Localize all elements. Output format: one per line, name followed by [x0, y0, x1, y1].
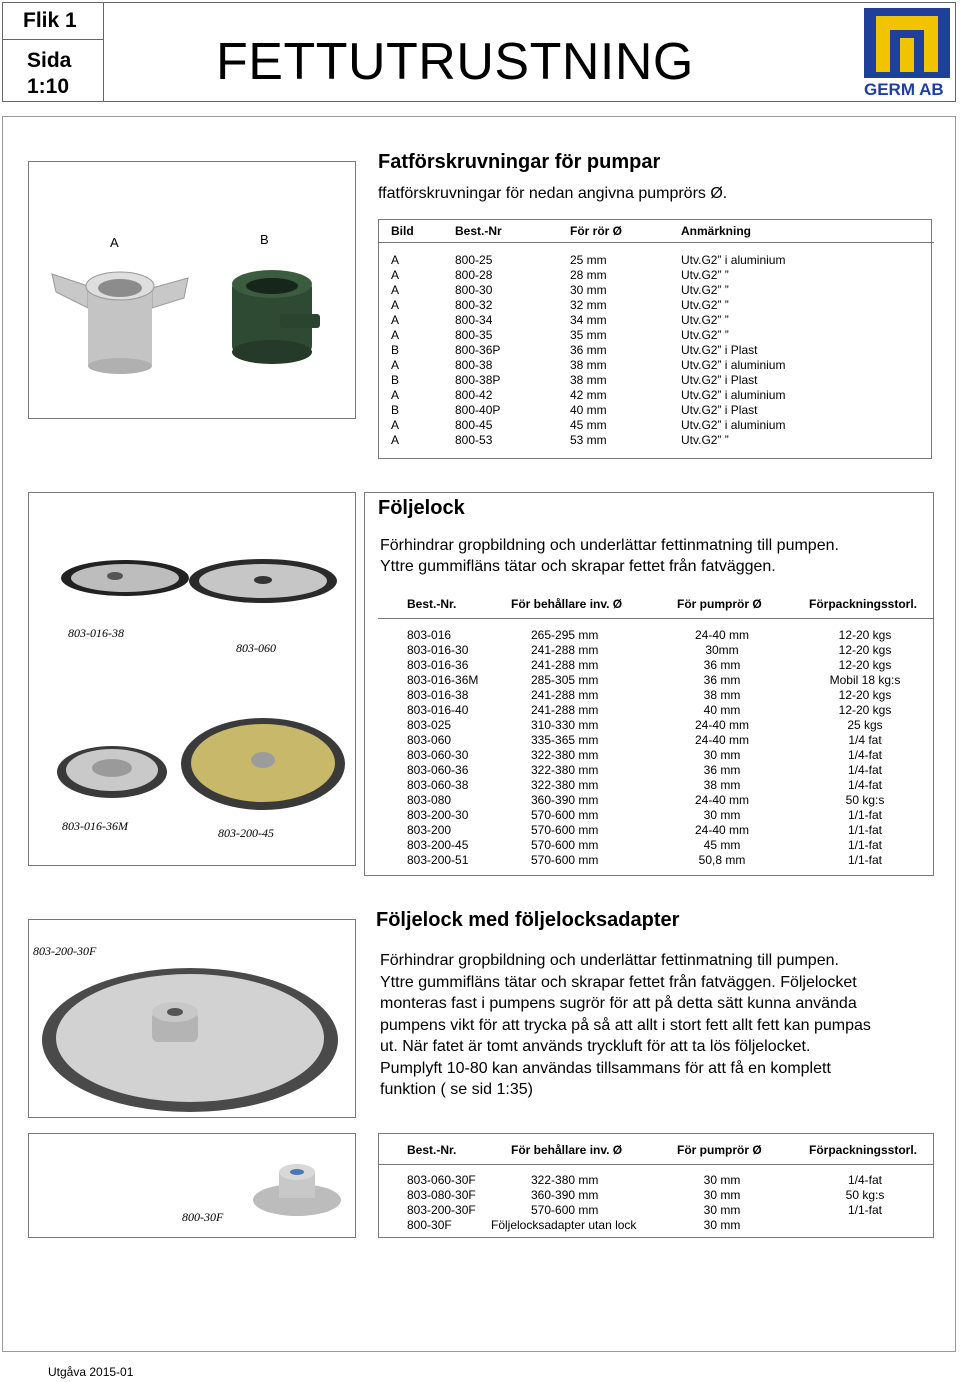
- table-cell: 36 mm: [570, 343, 607, 357]
- img-label-803-016-38: 803-016-38: [68, 626, 124, 640]
- table-cell: 803-060-36: [407, 763, 469, 777]
- table-cell: Utv.G2” ”: [681, 313, 729, 327]
- table-cell: 1/4-fat: [847, 763, 883, 777]
- table-cell: 1/1-fat: [847, 853, 883, 867]
- table-cell: 50,8 mm: [698, 853, 746, 867]
- table-cell: Utv.G2” i aluminium: [681, 358, 786, 372]
- table-cell: Utv.G2” i Plast: [681, 403, 758, 417]
- table-cell: 803-060-30: [407, 748, 469, 762]
- table-cell: 30 mm: [703, 748, 741, 762]
- section2-table-header-rule: [378, 618, 934, 619]
- table-cell: A: [391, 253, 400, 267]
- table-cell: 12-20 kgs: [838, 628, 892, 642]
- sida-label: Sida: [27, 49, 72, 72]
- table-cell: 38 mm: [570, 373, 607, 387]
- table-cell: 800-40P: [455, 403, 501, 417]
- table-cell: Utv.G2” ”: [681, 433, 729, 447]
- table-cell: 1/1-fat: [847, 823, 883, 837]
- table-cell: 803-200-45: [407, 838, 469, 852]
- section2-title: Följelock: [378, 497, 465, 519]
- table-cell: 25 mm: [570, 253, 607, 267]
- table-cell: B: [391, 403, 400, 417]
- table-cell: 803-080-30F: [407, 1188, 476, 1202]
- table-cell: 322-380 mm: [531, 778, 599, 792]
- table-cell: 360-390 mm: [531, 793, 599, 807]
- header-behallare: För behållare inv. Ø: [511, 1143, 623, 1157]
- table-cell: 40 mm: [703, 703, 741, 717]
- description-line: monteras fast i pumpens sugrör för att på detta sätt kunna använda: [380, 995, 857, 1012]
- table-cell: A: [391, 328, 400, 342]
- table-cell: 570-600 mm: [531, 1203, 599, 1217]
- header-bestnr: Best.-Nr.: [407, 1143, 457, 1157]
- description-line: funktion ( se sid 1:35): [380, 1081, 533, 1098]
- description-line: ut. När fatet är tomt används tryckluft för att ta lös följelocket.: [380, 1038, 811, 1055]
- header-pumpror: För pumprör Ø: [677, 597, 762, 611]
- image-label-b: B: [260, 232, 269, 247]
- header-tab-box: [2, 2, 104, 102]
- table-cell: Utv.G2” i aluminium: [681, 253, 786, 267]
- table-cell: Utv.G2” i Plast: [681, 373, 758, 387]
- header-pumpror: För pumprör Ø: [677, 1143, 762, 1157]
- table-cell: 570-600 mm: [531, 853, 599, 867]
- img-label-800-30f: 800-30F: [182, 1210, 224, 1224]
- section2-desc1: Förhindrar gropbildning och underlättar fettinmatning till pumpen.: [380, 537, 839, 554]
- description-line: Förhindrar gropbildning och underlättar fettinmatning till pumpen.: [380, 952, 839, 969]
- table-cell: 1/4-fat: [847, 778, 883, 792]
- header-bestnr: Best.-Nr.: [407, 597, 457, 611]
- table-cell: Utv.G2” ”: [681, 268, 729, 282]
- followplate-adapter-image: [40, 960, 346, 1114]
- table-cell: 28 mm: [570, 268, 607, 282]
- table-cell: A: [391, 283, 400, 297]
- table-cell: 800-42: [455, 388, 493, 402]
- table-cell: 1/4-fat: [847, 1173, 883, 1187]
- table-cell: 570-600 mm: [531, 838, 599, 852]
- table-cell: 24-40 mm: [694, 823, 750, 837]
- table-cell: A: [391, 298, 400, 312]
- plastic-nut-image: [220, 262, 324, 366]
- logo-text: GERM AB: [864, 80, 944, 99]
- table-cell: 30 mm: [703, 808, 741, 822]
- header-for-ror: För rör Ø: [570, 224, 623, 238]
- table-cell: 803-200: [407, 823, 452, 837]
- table-cell: 800-30: [455, 283, 493, 297]
- image-label-a: A: [110, 235, 119, 250]
- table-cell: 803-060-38: [407, 778, 469, 792]
- table-cell: 50 kg:s: [845, 793, 885, 807]
- table-cell: 30 mm: [703, 1173, 741, 1187]
- followplate-small-image: [60, 558, 190, 598]
- section3-title: Följelock med följelocksadapter: [376, 909, 680, 931]
- table-cell: Utv.G2” i Plast: [681, 343, 758, 357]
- table-cell: 803-025: [407, 718, 452, 732]
- table-cell: 241-288 mm: [531, 658, 599, 672]
- table-cell: 803-016-38: [407, 688, 469, 702]
- section4-table-header-rule: [378, 1164, 934, 1165]
- table-cell: 24-40 mm: [694, 718, 750, 732]
- table-cell: 241-288 mm: [531, 643, 599, 657]
- table-cell: 12-20 kgs: [838, 643, 892, 657]
- table-cell: 800-38P: [455, 373, 501, 387]
- header-forpackning: Förpackningsstorl.: [809, 1143, 918, 1157]
- table-cell: Utv.G2” ”: [681, 283, 729, 297]
- table-cell: 322-380 mm: [531, 1173, 599, 1187]
- table-cell: 42 mm: [570, 388, 607, 402]
- img-label-803-200-45: 803-200-45: [218, 826, 274, 840]
- table-cell: 45 mm: [570, 418, 607, 432]
- table-cell: A: [391, 358, 400, 372]
- table-cell: 803-060-30F: [407, 1173, 476, 1187]
- table-cell: 241-288 mm: [531, 703, 599, 717]
- table-cell: 38 mm: [570, 358, 607, 372]
- table-cell: 25 kgs: [847, 718, 883, 732]
- table-cell: 24-40 mm: [694, 793, 750, 807]
- table-cell: 322-380 mm: [531, 748, 599, 762]
- table-cell: 803-016-36: [407, 658, 469, 672]
- adapter-image: [252, 1160, 342, 1220]
- header-bestnr: Best.-Nr: [455, 224, 502, 238]
- table-cell: B: [391, 343, 400, 357]
- img-label-803-060: 803-060: [236, 641, 276, 655]
- table-cell: A: [391, 418, 400, 432]
- table-cell: A: [391, 433, 400, 447]
- table-cell: A: [391, 313, 400, 327]
- table-cell: 800-45: [455, 418, 493, 432]
- table-cell: 50 kg:s: [845, 1188, 885, 1202]
- img-label-803-016-36m: 803-016-36M: [62, 819, 128, 833]
- header-forpackning: Förpackningsstorl.: [809, 597, 918, 611]
- table-cell: 803-060: [407, 733, 452, 747]
- table-cell: 800-30F: [407, 1218, 452, 1232]
- wing-nut-image: [48, 256, 192, 376]
- page-title: FETTUTRUSTNING: [216, 33, 694, 91]
- table-cell: Utv.G2” ”: [681, 298, 729, 312]
- table-cell: 800-28: [455, 268, 493, 282]
- table-cell: 40 mm: [570, 403, 607, 417]
- table-cell: 36 mm: [703, 763, 741, 777]
- section1-subtitle: ffatförskruvningar för nedan angivna pumprörs Ø.: [378, 185, 728, 202]
- table-cell: Följelocksadapter utan lock: [491, 1218, 637, 1232]
- followplate-medium-image: [188, 556, 338, 606]
- table-cell: 32 mm: [570, 298, 607, 312]
- table-cell: 12-20 kgs: [838, 688, 892, 702]
- table-cell: 38 mm: [703, 688, 741, 702]
- section1-title: Fatförskruvningar för pumpar: [378, 151, 661, 173]
- table-cell: 1/4 fat: [848, 733, 882, 747]
- table-cell: 24-40 mm: [694, 628, 750, 642]
- table-cell: B: [391, 373, 400, 387]
- table-cell: 800-25: [455, 253, 493, 267]
- section2-desc2: Yttre gummifläns tätar och skrapar fettet från fatväggen.: [380, 558, 776, 575]
- table-cell: 1/1-fat: [847, 1203, 883, 1217]
- table-cell: 30 mm: [703, 1188, 741, 1202]
- description-line: Yttre gummifläns tätar och skrapar fettet från fatväggen. Följelocket: [380, 973, 857, 991]
- table-cell: 360-390 mm: [531, 1188, 599, 1202]
- table-cell: 800-36P: [455, 343, 501, 357]
- table-cell: 800-35: [455, 328, 493, 342]
- table-cell: 1/4-fat: [847, 748, 883, 762]
- table-cell: 285-305 mm: [531, 673, 599, 687]
- table-cell: 12-20 kgs: [838, 658, 892, 672]
- table-cell: 35 mm: [570, 328, 607, 342]
- table-cell: 1/1-fat: [847, 808, 883, 822]
- table-cell: 803-016-30: [407, 643, 469, 657]
- table-cell: Utv.G2” i aluminium: [681, 418, 786, 432]
- table-cell: 335-365 mm: [531, 733, 599, 747]
- followplate-deep-image: [56, 740, 168, 800]
- table-cell: 36 mm: [703, 658, 741, 672]
- table-cell: A: [391, 268, 400, 282]
- table-cell: 12-20 kgs: [838, 703, 892, 717]
- table-cell: 45 mm: [703, 838, 741, 852]
- table-cell: 1/1-fat: [847, 838, 883, 852]
- table-cell: 570-600 mm: [531, 808, 599, 822]
- table-cell: 24-40 mm: [694, 733, 750, 747]
- section1-table-header-rule: [378, 242, 934, 243]
- table-cell: 53 mm: [570, 433, 607, 447]
- table-cell: 800-38: [455, 358, 493, 372]
- edition-label: Utgåva 2015-01: [48, 1365, 134, 1379]
- followplate-large-image: [180, 716, 346, 812]
- table-cell: 803-016-40: [407, 703, 469, 717]
- table-cell: 570-600 mm: [531, 823, 599, 837]
- table-cell: Utv.G2” ”: [681, 328, 729, 342]
- table-cell: 322-380 mm: [531, 763, 599, 777]
- flik-label: Flik 1: [23, 9, 77, 32]
- table-cell: 803-200-30F: [407, 1203, 476, 1217]
- header-divider: [3, 39, 103, 40]
- table-cell: 800-32: [455, 298, 493, 312]
- table-cell: 30 mm: [570, 283, 607, 297]
- table-cell: 803-080: [407, 793, 452, 807]
- table-cell: 30 mm: [703, 1218, 741, 1232]
- table-cell: 36 mm: [703, 673, 741, 687]
- table-cell: Utv.G2” i aluminium: [681, 388, 786, 402]
- table-cell: 803-200-30: [407, 808, 469, 822]
- table-cell: 803-200-51: [407, 853, 469, 867]
- description-line: pumpens vikt för att trycka på så att allt i stort fett allt fett kan pumpas: [380, 1016, 871, 1034]
- table-cell: 803-016: [407, 628, 452, 642]
- sida-value: 1:10: [27, 75, 70, 98]
- table-cell: 34 mm: [570, 313, 607, 327]
- table-cell: 38 mm: [703, 778, 741, 792]
- table-cell: 241-288 mm: [531, 688, 599, 702]
- table-cell: 30mm: [705, 643, 739, 657]
- header-behallare: För behållare inv. Ø: [511, 597, 623, 611]
- table-cell: 800-53: [455, 433, 493, 447]
- img-label-803-200-30f: 803-200-30F: [33, 944, 97, 958]
- header-bild: Bild: [391, 224, 414, 238]
- header-anmarkning: Anmärkning: [681, 224, 752, 238]
- table-cell: 310-330 mm: [531, 718, 599, 732]
- description-line: Pumplyft 10-80 kan användas tillsammans för att få en komplett: [380, 1059, 831, 1077]
- table-cell: 30 mm: [703, 1203, 741, 1217]
- table-cell: 803-016-36M: [407, 673, 479, 687]
- table-cell: Mobil 18 kg:s: [829, 673, 901, 687]
- company-logo: [862, 6, 954, 100]
- table-cell: 265-295 mm: [531, 628, 599, 642]
- table-cell: 800-34: [455, 313, 493, 327]
- table-cell: A: [391, 388, 400, 402]
